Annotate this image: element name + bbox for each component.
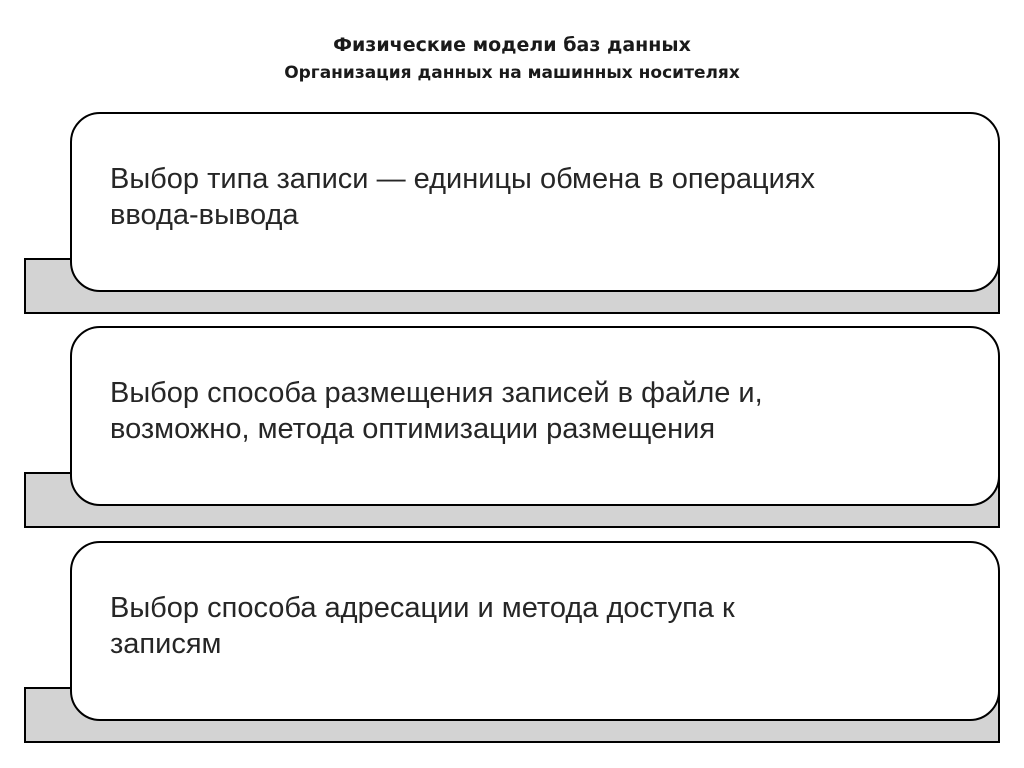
step-card-3 xyxy=(70,541,1000,721)
slide-title: Физические модели баз данных xyxy=(333,34,691,56)
step-text-2: Выбор способа размещения записей в файле и, возможно, метода оптимизации размещения xyxy=(110,377,763,445)
step-block-1 xyxy=(0,112,1024,332)
step-card-1 xyxy=(70,112,1000,292)
slide-subtitle: Организация данных на машинных носителях xyxy=(284,63,740,83)
step-text-1: Выбор типа записи — единицы обмена в операциях ввода-вывода xyxy=(110,163,816,231)
step-block-2 xyxy=(0,326,1024,546)
step-card-2 xyxy=(70,326,1000,506)
step-block-3 xyxy=(0,541,1024,761)
slide-header xyxy=(0,30,1024,86)
step-text-3: Выбор способа адресации и метода доступа к записям xyxy=(110,592,735,660)
